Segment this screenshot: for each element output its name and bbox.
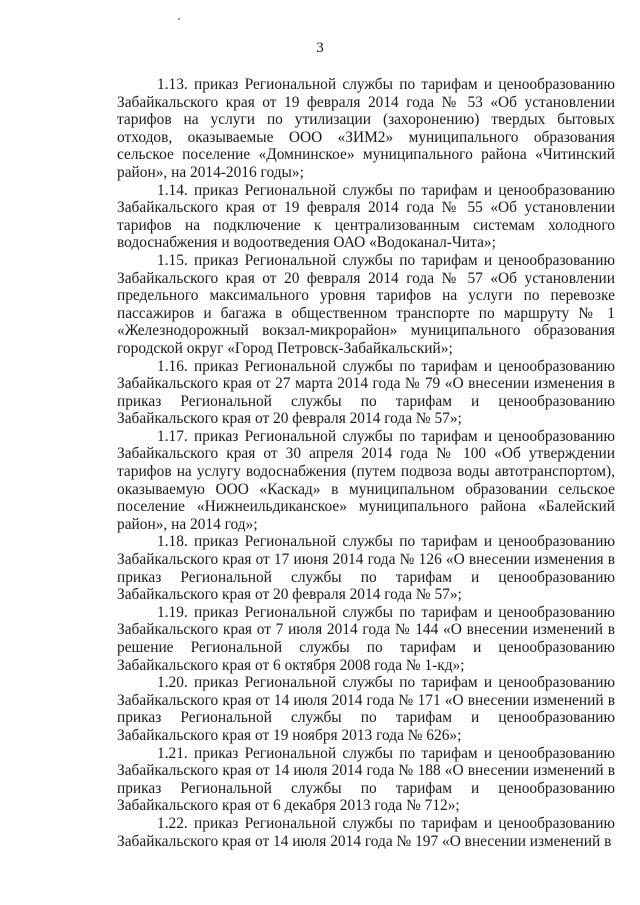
- paragraph-1-13: 1.13. приказ Региональной службы по тарифам и ценообразованию Забайкальского края от 19 февраля 2014 года № 53 «Об установлении тарифов на услуги по утилизации (захоронению) твердых бытовых отходов, оказываемые ООО «ЗИМ2» муниципального образования сельское поселение «Домнинское» муниципального района «Читинский район», на 2014-2016 годы»;: [117, 76, 615, 181]
- scan-speck: [178, 18, 180, 20]
- paragraph-1-16: 1.16. приказ Региональной службы по тарифам и ценообразованию Забайкальского края от 27 марта 2014 года № 79 «О внесении изменения в приказ Региональной службы по тарифам и ценообразованию Забайкальского края от 20 февраля 2014 года № 57»;: [117, 357, 615, 428]
- paragraph-1-14: 1.14. приказ Региональной службы по тарифам и ценообразованию Забайкальского края от 19 февраля 2014 года № 55 «Об установлении тарифов на подключение к централизованным системам холодного водоснабжения и водоотведения ОАО «Водоканал-Чита»;: [117, 181, 615, 252]
- paragraph-1-17: 1.17. приказ Региональной службы по тарифам и ценообразованию Забайкальского края от 30 апреля 2014 года № 100 «Об утверждении тарифов на услугу водоснабжения (путем подвоза воды автотранспортом), оказываемую ООО «Каскад» в муниципальном образовании сельское поселение «Нижнеильдиканское» муниципального района «Балейский район», на 2014 год»;: [117, 427, 615, 533]
- paragraph-1-22: 1.22. приказ Региональной службы по тарифам и ценообразованию Забайкальского края от 14 июля 2014 года № 197 «О внесении изменений в: [117, 814, 615, 850]
- paragraph-1-21: 1.21. приказ Региональной службы по тарифам и ценообразованию Забайкальского края от 14 июля 2014 года № 188 «О внесении изменений в приказ Региональной службы по тарифам и ценообразованию Забайкальского края от 6 декабря 2013 года № 712»;: [117, 744, 615, 815]
- paragraph-1-15: 1.15. приказ Региональной службы по тарифам и ценообразованию Забайкальского края от 20 февраля 2014 года № 57 «Об установлении предельного максимального уровня тарифов на услуги по перевозке пассажиров и багажа в общественном транспорте по маршруту № 1 «Железнодорожный вокзал-микрорайон» муниципального образования городской округ «Город Петровск-Забайкальский»;: [117, 251, 615, 357]
- paragraph-1-18: 1.18. приказ Региональной службы по тарифам и ценообразованию Забайкальского края от 17 июня 2014 года № 126 «О внесении изменения в приказ Региональной службы по тарифам и ценообразованию Забайкальского края от 20 февраля 2014 года № 57»;: [117, 533, 615, 604]
- paragraph-1-19: 1.19. приказ Региональной службы по тарифам и ценообразованию Забайкальского края от 7 июля 2014 года № 144 «О внесении изменений в решение Региональной службы по тарифам и ценообразованию Забайкальского края от 6 октября 2008 года № 1-кд»;: [117, 603, 615, 674]
- paragraph-1-20: 1.20. приказ Региональной службы по тарифам и ценообразованию Забайкальского края от 14 июля 2014 года № 171 «О внесении изменений в приказ Региональной службы по тарифам и ценообразованию Забайкальского края от 19 ноября 2013 года № 626»;: [117, 674, 615, 744]
- document-body: [117, 76, 615, 850]
- page-number: 3: [316, 40, 324, 56]
